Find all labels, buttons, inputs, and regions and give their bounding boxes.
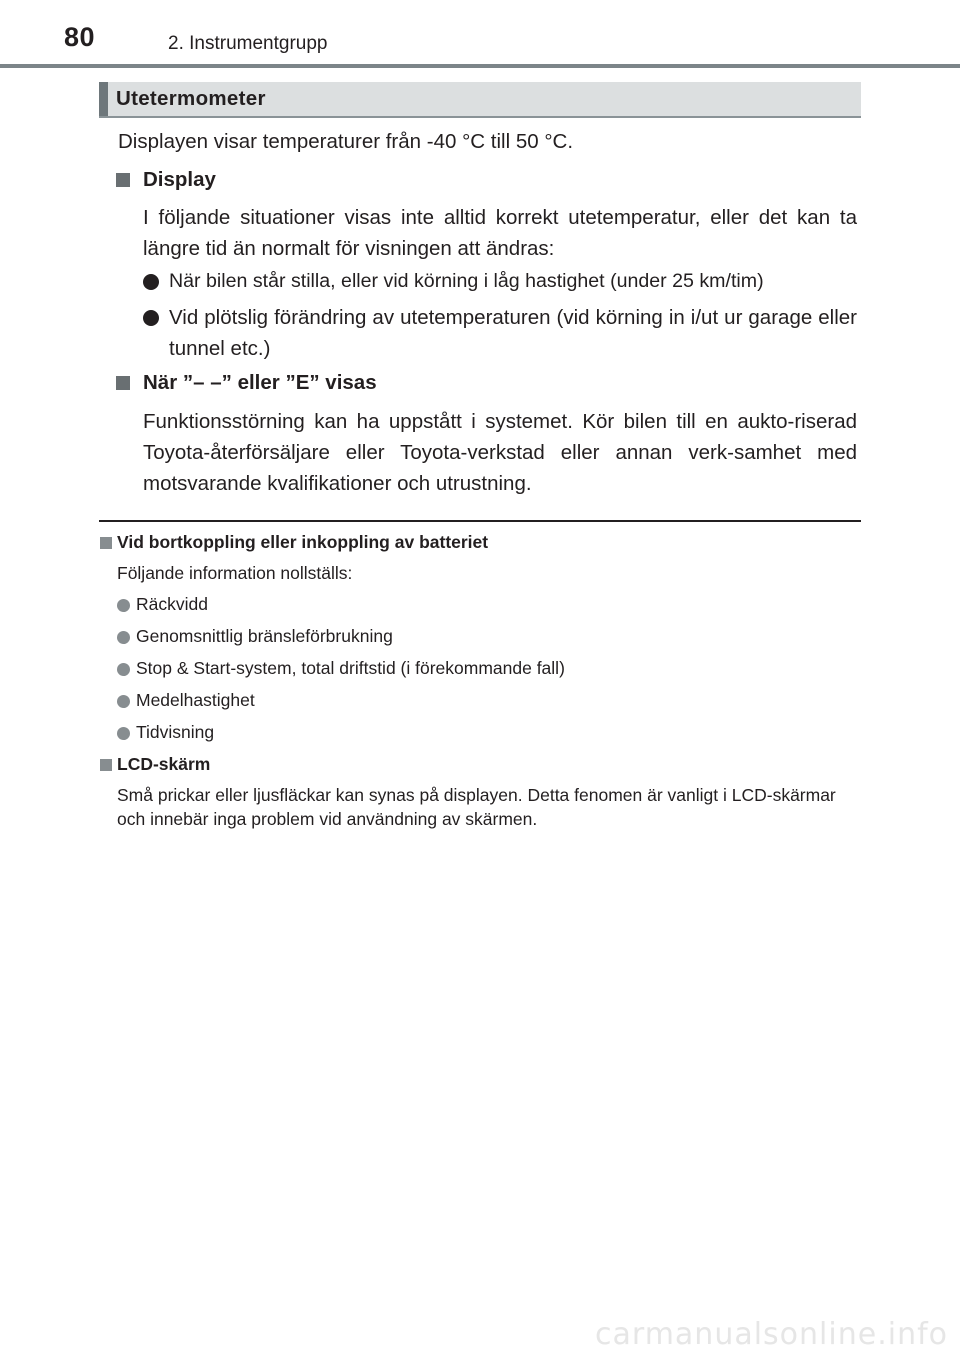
chapter-title: 2. Instrumentgrupp <box>168 33 328 54</box>
list-item: Räckvidd <box>136 594 208 614</box>
battery-text: Följande information nollställs: <box>117 563 353 583</box>
header-rule <box>0 64 960 68</box>
error-heading: När ”– –” eller ”E” visas <box>143 371 377 394</box>
bullet-dot-icon <box>117 663 130 676</box>
error-text: Funktionsstörning kan ha uppstått i systemet. Kör bilen till en aukto-riserad Toyota-återförsäljare eller Toyota-verkstad eller annan verk-samhet med motsvarande kvalifikationer och utrustning. <box>143 410 857 495</box>
battery-heading: Vid bortkoppling eller inkoppling av batteriet <box>117 532 489 552</box>
square-bullet-icon <box>100 537 112 549</box>
bullet-dot-icon <box>117 727 130 740</box>
display-text: I följande situationer visas inte alltid korrekt utetemperatur, eller det kan ta längre tid än normalt för visningen att ändras: <box>143 206 857 260</box>
section-title: Utetermometer <box>116 87 266 110</box>
bullet-dot-icon <box>143 274 159 290</box>
display-heading: Display <box>143 168 216 191</box>
lcd-text: Små prickar eller ljusfläckar kan synas på displayen. Detta fenomen är vanligt i LCD-skärmar och innebär inga problem vid användning av skärmen. <box>117 785 836 829</box>
display-bullet: Vid plötslig förändring av utetemperaturen (vid körning in i/ut ur garage eller tunnel etc.) <box>169 306 857 360</box>
list-item: Medelhastighet <box>136 690 255 710</box>
bullet-dot-icon <box>143 310 159 326</box>
page-number: 80 <box>64 22 96 52</box>
square-bullet-icon <box>116 376 130 390</box>
lcd-heading: LCD-skärm <box>117 754 211 774</box>
section-accent <box>99 82 108 116</box>
section-title-bar <box>99 82 861 118</box>
bullet-dot-icon <box>117 695 130 708</box>
bullet-dot-icon <box>117 631 130 644</box>
list-item: Genomsnittlig bränsleförbrukning <box>136 626 393 646</box>
display-bullet: När bilen står stilla, eller vid körning i låg hastighet (under 25 km/tim) <box>169 270 764 292</box>
square-bullet-icon <box>116 173 130 187</box>
bullet-dot-icon <box>117 599 130 612</box>
list-item: Tidvisning <box>136 722 215 742</box>
square-bullet-icon <box>100 759 112 771</box>
list-item: Stop & Start-system, total driftstid (i förekommande fall) <box>136 658 565 678</box>
watermark: carmanualsonline.info <box>595 1317 948 1352</box>
section-intro: Displayen visar temperaturer från -40 °C till 50 °C. <box>118 130 574 153</box>
notes-divider <box>99 520 861 522</box>
